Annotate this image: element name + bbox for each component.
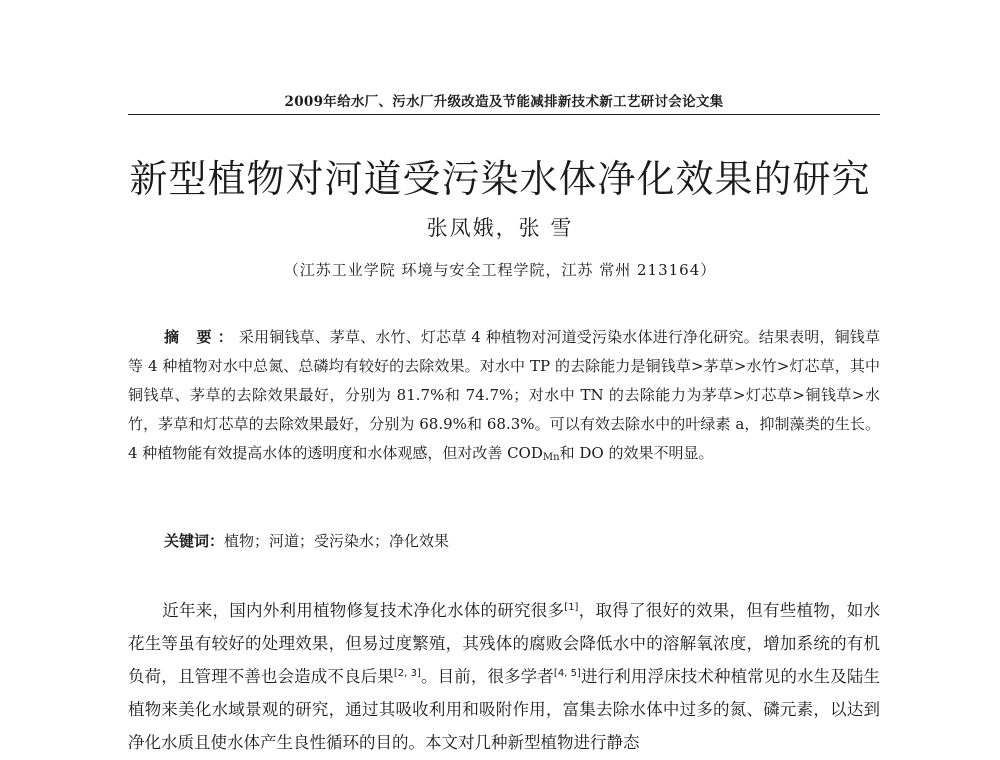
citation-ref-2: [2, 3] [393,668,421,679]
citation-ref-1: [1] [564,602,579,613]
abstract-text-2: 和 DO 的效果不明显。 [559,444,714,462]
abstract-text-1: 采用铜钱草、茅草、水竹、灯芯草 4 种植物对河道受污染水体进行净化研究。结果表明，铜钱草等 4 种植物对水中总氮、总磷均有较好的去除效果。对水中 TP 的去除能力是铜钱草>茅草>水竹>灯芯草，其中铜钱草、茅草的去除效果最好，分别为 81.7%和 74.7%；对水中 TN 的去除能力为茅草>灯芯草>铜钱草>水竹，茅草和灯芯草的去除效果最好，分别为 68.9%和 68.3%。可以有效去除水中的叶绿素 a，抑制藻类的生长。4 种植物能有效提高水体的透明度和水体观感，但对改善 COD [128,328,880,462]
paper-title: 新型植物对河道受污染水体净化效果的研究 [129,157,871,201]
affiliation: （江苏工业学院 环境与安全工程学院，江苏 常州 213164） [283,261,717,279]
running-header: 2009年给水厂、污水厂升级改造及节能减排新技术新工艺研讨会论文集 [284,94,724,110]
abstract-label: 摘 要： [164,328,239,346]
abstract-subscript: Mn [542,452,560,463]
header-rule [128,114,880,115]
body-seg-4: 进行利用浮床技术种植常见的水生及陆生植物来美化水域景观的研究，通过其吸收利用和吸附作用，富集去除水体中过多的氮、磷元素，以达到净化水质且使水体产生良性循环的目的。本文对几种新型植物进行静态 [128,667,881,752]
body-seg-3: 。目前，很多学者 [420,667,554,686]
body-paragraph [128,594,880,759]
body-seg-1: 近年来，国内外利用植物修复技术净化水体的研究很多 [162,601,565,620]
abstract [128,323,880,468]
citation-ref-3: [4, 5] [553,668,581,679]
keywords [164,527,880,556]
body-seg-2: ，取得了很好的效果，但有些植物，如水花生等虽有较好的处理效果，但易过度繁殖，其残体的腐败会降低水中的溶解氧浓度，增加系统的有机负荷，且管理不善也会造成不良后果 [128,601,881,686]
keywords-label: 关键词： [164,532,225,550]
keywords-text: 植物；河道；受污染水；净化效果 [224,532,450,550]
authors: 张凤娥，张 雪 [426,216,574,240]
